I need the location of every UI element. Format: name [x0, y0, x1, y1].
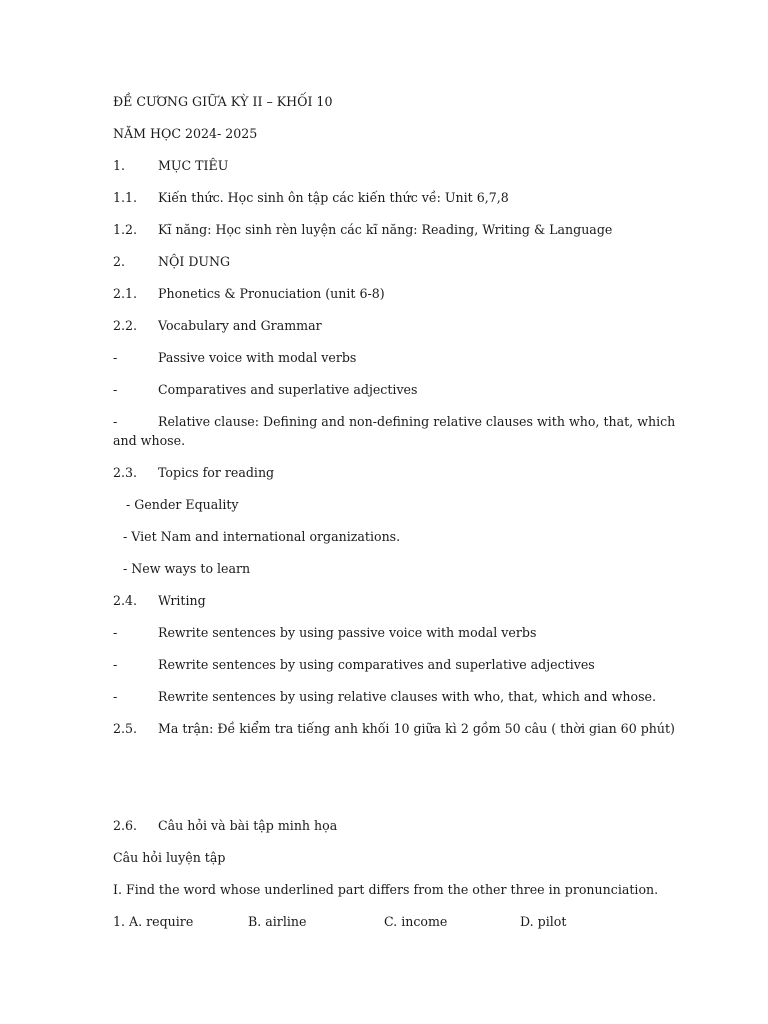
section-text: Vocabulary and Grammar: [158, 318, 322, 333]
topic-item: - Viet Nam and international organizations.: [123, 529, 401, 544]
section-number: 2.: [113, 254, 126, 269]
bullet-dash: -: [113, 657, 118, 672]
list-item-text: Relative clause: Defining and non-defining relative clauses with who, that, which: [158, 414, 676, 429]
bullet-dash: -: [113, 382, 118, 397]
list-item-text: Rewrite sentences by using comparatives and superlative adjectives: [158, 657, 595, 672]
school-year: NĂM HỌC 2024- 2025: [113, 126, 258, 141]
section-text: Kiến thức. Học sinh ôn tập các kiến thức về: Unit 6,7,8: [158, 190, 509, 205]
section-number: 1.: [113, 158, 126, 173]
list-item-text: Rewrite sentences by using passive voice with modal verbs: [158, 625, 537, 640]
bullet-dash: -: [113, 350, 118, 365]
section-heading: MỤC TIÊU: [158, 158, 229, 173]
document-title: ĐỀ CƯƠNG GIỮA KỲ II – KHỐI 10: [113, 94, 333, 109]
practice-heading: Câu hỏi luyện tập: [113, 850, 226, 865]
list-item-text: Rewrite sentences by using relative clauses with who, that, which and whose.: [158, 689, 656, 704]
list-item-continuation: and whose.: [113, 433, 186, 448]
bullet-dash: -: [113, 414, 118, 429]
section-number: 1.2.: [113, 222, 138, 237]
section-text: Kĩ năng: Học sinh rèn luyện các kĩ năng: Reading, Writing & Language: [158, 222, 613, 237]
exercise-instruction: I. Find the word whose underlined part differs from the other three in pronunciation.: [113, 882, 659, 897]
question-1-option-b: B. airline: [248, 914, 307, 929]
list-item-text: Comparatives and superlative adjectives: [158, 382, 418, 397]
topic-item: - New ways to learn: [123, 561, 251, 576]
section-number: 2.5.: [113, 721, 138, 736]
section-text: Phonetics & Pronuciation (unit 6-8): [158, 286, 385, 301]
bullet-dash: -: [113, 625, 118, 640]
section-text: Writing: [158, 593, 206, 608]
section-number: 2.3.: [113, 465, 138, 480]
section-text: Câu hỏi và bài tập minh họa: [158, 818, 338, 833]
section-text: Ma trận: Đề kiểm tra tiếng anh khối 10 giữa kì 2 gồm 50 câu ( thời gian 60 phút): [158, 721, 675, 736]
section-number: 2.2.: [113, 318, 138, 333]
section-text: Topics for reading: [158, 465, 275, 480]
question-1-option-a: 1. A. require: [113, 914, 194, 929]
question-1-option-d: D. pilot: [520, 914, 567, 929]
section-number: 2.4.: [113, 593, 138, 608]
section-number: 2.6.: [113, 818, 138, 833]
list-item-text: Passive voice with modal verbs: [158, 350, 357, 365]
bullet-dash: -: [113, 689, 118, 704]
section-heading: NỘI DUNG: [158, 254, 231, 269]
section-number: 2.1.: [113, 286, 138, 301]
section-number: 1.1.: [113, 190, 138, 205]
topic-item: - Gender Equality: [126, 497, 239, 512]
question-1-option-c: C. income: [384, 914, 448, 929]
